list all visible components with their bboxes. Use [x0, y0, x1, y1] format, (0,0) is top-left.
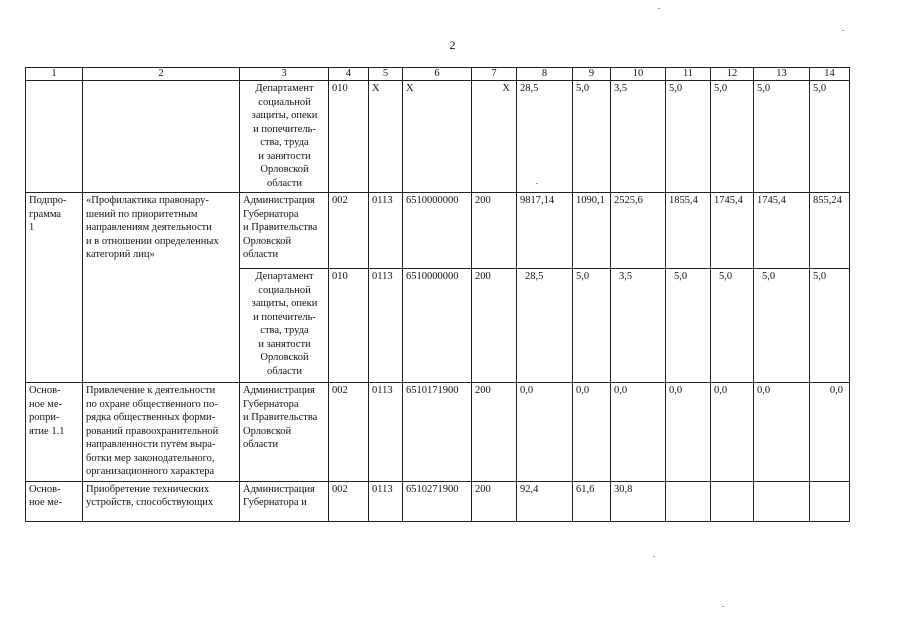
rzpr-cell: 0113: [369, 481, 403, 521]
executor-cell: Департамент социальной защиты, опеки и попечитель- ства, труда и занятости Орловской области: [240, 81, 329, 193]
value-cell: 5,0: [711, 269, 754, 383]
row-kind-cell: Основ- ное ме- ропри- ятие 1.1: [26, 383, 83, 482]
executor-cell: Администрация Губернатора и Правительства Орловской области: [240, 383, 329, 482]
row-kind-cell: Подпро- грамма 1: [26, 193, 83, 383]
row-kind-cell: [26, 81, 83, 193]
budget-table: [25, 67, 850, 522]
column-header: 5: [369, 68, 403, 81]
value-cell: 3,5: [611, 269, 666, 383]
rzpr-cell: 0113: [369, 193, 403, 269]
column-header: 14: [810, 68, 850, 81]
value-cell: 2525,6: [611, 193, 666, 269]
value-cell: [810, 481, 850, 521]
value-cell: 1090,1: [573, 193, 611, 269]
vr-cell: X: [472, 81, 517, 193]
value-cell: 5,0: [810, 269, 850, 383]
value-cell: 0,0: [517, 383, 573, 482]
value-cell: [711, 481, 754, 521]
grbs-cell: 002: [329, 481, 369, 521]
csr-cell: 6510271900: [403, 481, 472, 521]
grbs-cell: 010: [329, 81, 369, 193]
value-cell: 0,0: [754, 383, 810, 482]
value-cell: 9817,14: [517, 193, 573, 269]
page-number: 2: [449, 38, 456, 52]
value-cell: 92,4: [517, 481, 573, 521]
scan-speck: [722, 606, 724, 607]
grbs-cell: 002: [329, 383, 369, 482]
column-header: 4: [329, 68, 369, 81]
executor-cell: Администрация Губернатора и Правительства Орловской области: [240, 193, 329, 269]
value-cell: 0,0: [573, 383, 611, 482]
value-cell: 1745,4: [754, 193, 810, 269]
column-header: 3: [240, 68, 329, 81]
value-cell: 0,0: [711, 383, 754, 482]
row-title-cell: [83, 81, 240, 193]
value-cell: 1855,4: [666, 193, 711, 269]
csr-cell: 6510171900: [403, 383, 472, 482]
column-header: 9: [573, 68, 611, 81]
value-cell: 3,5: [611, 81, 666, 193]
value-cell: 28,5: [517, 81, 573, 193]
value-cell: 5,0: [754, 269, 810, 383]
value-cell: [754, 481, 810, 521]
vr-cell: 200: [472, 193, 517, 269]
row-title-cell: «Профилактика правонару- шений по приоритетным направлениям деятельности и в отношении определенных категорий лиц»: [83, 193, 240, 383]
csr-cell: 6510000000: [403, 269, 472, 383]
csr-cell: 6510000000: [403, 193, 472, 269]
header-row: [26, 68, 850, 81]
scan-speck: [653, 556, 655, 557]
grbs-cell: 010: [329, 269, 369, 383]
value-cell: 5,0: [810, 81, 850, 193]
csr-cell: X: [403, 81, 472, 193]
table-row: [26, 383, 850, 482]
column-header: 10: [611, 68, 666, 81]
row-kind-cell: Основ- ное ме-: [26, 481, 83, 521]
vr-cell: 200: [472, 383, 517, 482]
rzpr-cell: 0113: [369, 269, 403, 383]
value-cell: [666, 481, 711, 521]
column-header: 11: [666, 68, 711, 81]
scan-speck: [658, 8, 660, 9]
column-header: 8: [517, 68, 573, 81]
value-cell: 5,0: [711, 81, 754, 193]
value-cell: 5,0: [666, 81, 711, 193]
column-header: 13: [754, 68, 810, 81]
value-cell: 5,0: [573, 269, 611, 383]
column-header: 2: [83, 68, 240, 81]
row-title-cell: Привлечение к деятельности по охране общественного по- рядка общественных форми- рований правоохранительной направленности путем выра- ботки мер законодательного, организационного характера: [83, 383, 240, 482]
vr-cell: 200: [472, 269, 517, 383]
grbs-cell: 002: [329, 193, 369, 269]
value-cell: 61,6: [573, 481, 611, 521]
value-cell: 0,0: [666, 383, 711, 482]
table-row: [26, 481, 850, 521]
column-header: 1: [26, 68, 83, 81]
value-cell: 5,0: [573, 81, 611, 193]
value-cell: 5,0: [754, 81, 810, 193]
value-cell: 0,0: [611, 383, 666, 482]
column-header: 7: [472, 68, 517, 81]
table-row: [26, 193, 850, 269]
value-cell: 855,24: [810, 193, 850, 269]
rzpr-cell: 0113: [369, 383, 403, 482]
table-row: [26, 81, 850, 193]
rzpr-cell: X: [369, 81, 403, 193]
executor-cell: Департамент социальной защиты, опеки и попечитель- ства, труда и занятости Орловской области: [240, 269, 329, 383]
row-title-cell: Приобретение технических устройств, способствующих: [83, 481, 240, 521]
value-cell: 30,8: [611, 481, 666, 521]
column-header: 12: [711, 68, 754, 81]
scan-speck: [842, 30, 844, 31]
value-cell: 1745,4: [711, 193, 754, 269]
value-cell: 28,5: [517, 269, 573, 383]
scan-speck: [536, 183, 538, 184]
value-cell: 5,0: [666, 269, 711, 383]
vr-cell: 200: [472, 481, 517, 521]
value-cell: 0,0: [810, 383, 850, 482]
executor-cell: Администрация Губернатора и: [240, 481, 329, 521]
column-header: 6: [403, 68, 472, 81]
